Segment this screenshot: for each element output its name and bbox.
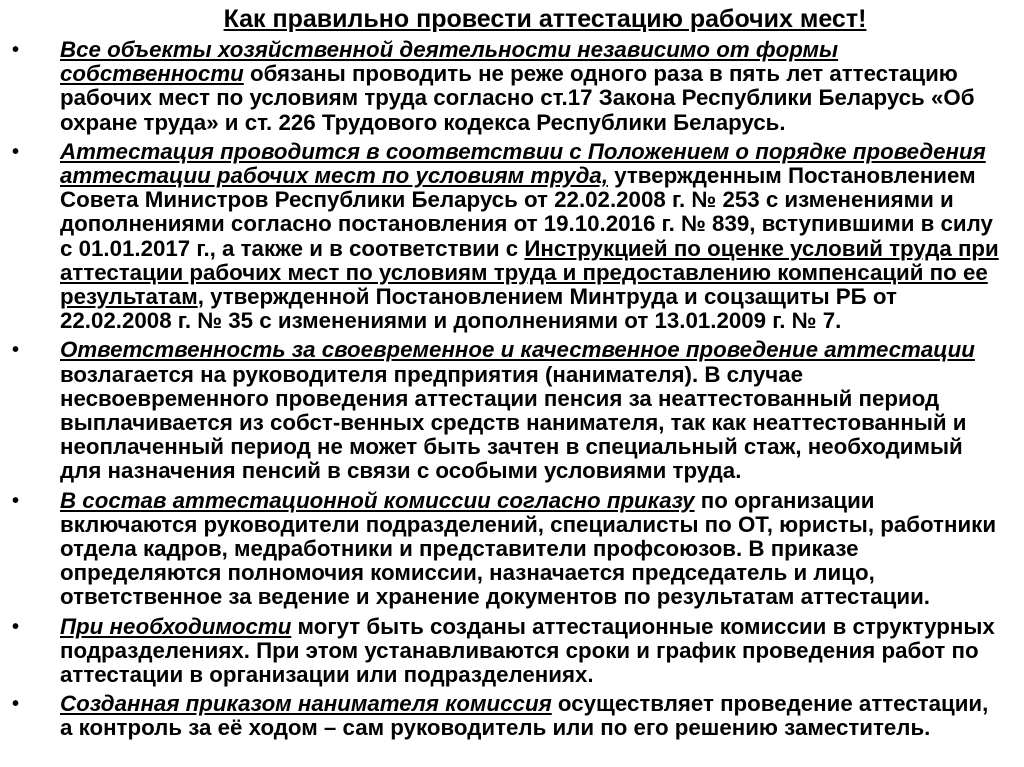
item-lead: Аттестация проводится в соответствии с Положением о порядке проведения аттестации рабочих мест по условиям труда, bbox=[60, 138, 986, 189]
item-lead: Все объекты хозяйственной деятельности независимо от формы собственности bbox=[60, 37, 839, 87]
list-item-4 bbox=[8, 489, 1002, 610]
bullet-icon: • bbox=[12, 615, 20, 638]
instruction-link[interactable]: Инструкцией по оценке условий труда при аттестации рабочих мест по условиям труда и предоставлению компенсаций по ее результатам bbox=[60, 235, 999, 310]
list-item-1 bbox=[8, 38, 1002, 135]
bullet-icon: • bbox=[12, 693, 20, 716]
item-lead: Ответственность за своевременное и качественное проведение аттестации bbox=[60, 337, 975, 363]
list-item-2 bbox=[8, 140, 1002, 334]
page-title: Как правильно провести аттестацию рабочих мест! bbox=[223, 5, 867, 33]
bullet-icon: • bbox=[12, 339, 20, 362]
bullet-icon: • bbox=[12, 140, 20, 163]
item-text-tail: , утвержденной Постановлением Минтруда и соцзащиты РБ от 22.02.2008 г. № 35 с изменениями и дополнениями от 13.01.2009 г. № 7. bbox=[60, 284, 897, 334]
item-text: возлагается на руководителя предприятия (нанимателя). В случае несвоевременного проведения аттестации пенсия за неаттестованный период выплачивается из собст-венных средств нанимателя, так как неаттестованный и неоплаченный период не может быть зачтен в специальный стаж, необходимый для назначения пенсий в связи с особыми условиями труда. bbox=[60, 361, 967, 484]
item-text: утвержденным Постановлением Совета Министров Республики Беларусь от 22.02.2008 г. № 253 с изменениями и дополнениями согласно постановления от 19.10.2016 г. № 839, вступившими в силу с 01.01.2017 г., а также и в соответствии с bbox=[60, 163, 993, 261]
bullet-list bbox=[8, 38, 1002, 741]
bullet-icon: • bbox=[12, 489, 20, 512]
bullet-icon: • bbox=[12, 39, 20, 61]
item-lead: При необходимости bbox=[60, 613, 292, 639]
list-item-3 bbox=[8, 338, 1002, 483]
list-item-5 bbox=[8, 615, 1002, 688]
list-item-6 bbox=[8, 692, 1002, 740]
item-lead: Созданная приказом нанимателя комиссия bbox=[60, 691, 552, 717]
item-text: осуществляет проведение аттестации, а контроль за её ходом – сам руководитель или по его решению заместитель. bbox=[60, 691, 989, 741]
item-lead: В состав аттестационной комиссии согласно приказу bbox=[60, 487, 695, 513]
item-text: могут быть созданы аттестационные комиссии в структурных подразделениях. При этом устанавливаются сроки и график проведения работ по аттестации в организации или подразделениях. bbox=[60, 613, 995, 688]
item-text: обязаны проводить не реже одного раза в пять лет аттестацию рабочих мест по условиям труда согласно ст.17 Закона Республики Беларусь «Об охране труда» и ст. 226 Трудового кодекса Республики Беларусь. bbox=[60, 61, 975, 135]
item-text: по организации включаются руководители подразделений, специалисты по ОТ, юристы, работники отдела кадров, медработники и представители профсоюзов. В приказе определяются полномочия комиссии, назначается председатель и лицо, ответственное за ведение и хранение документов по результатам аттестации. bbox=[60, 487, 997, 610]
